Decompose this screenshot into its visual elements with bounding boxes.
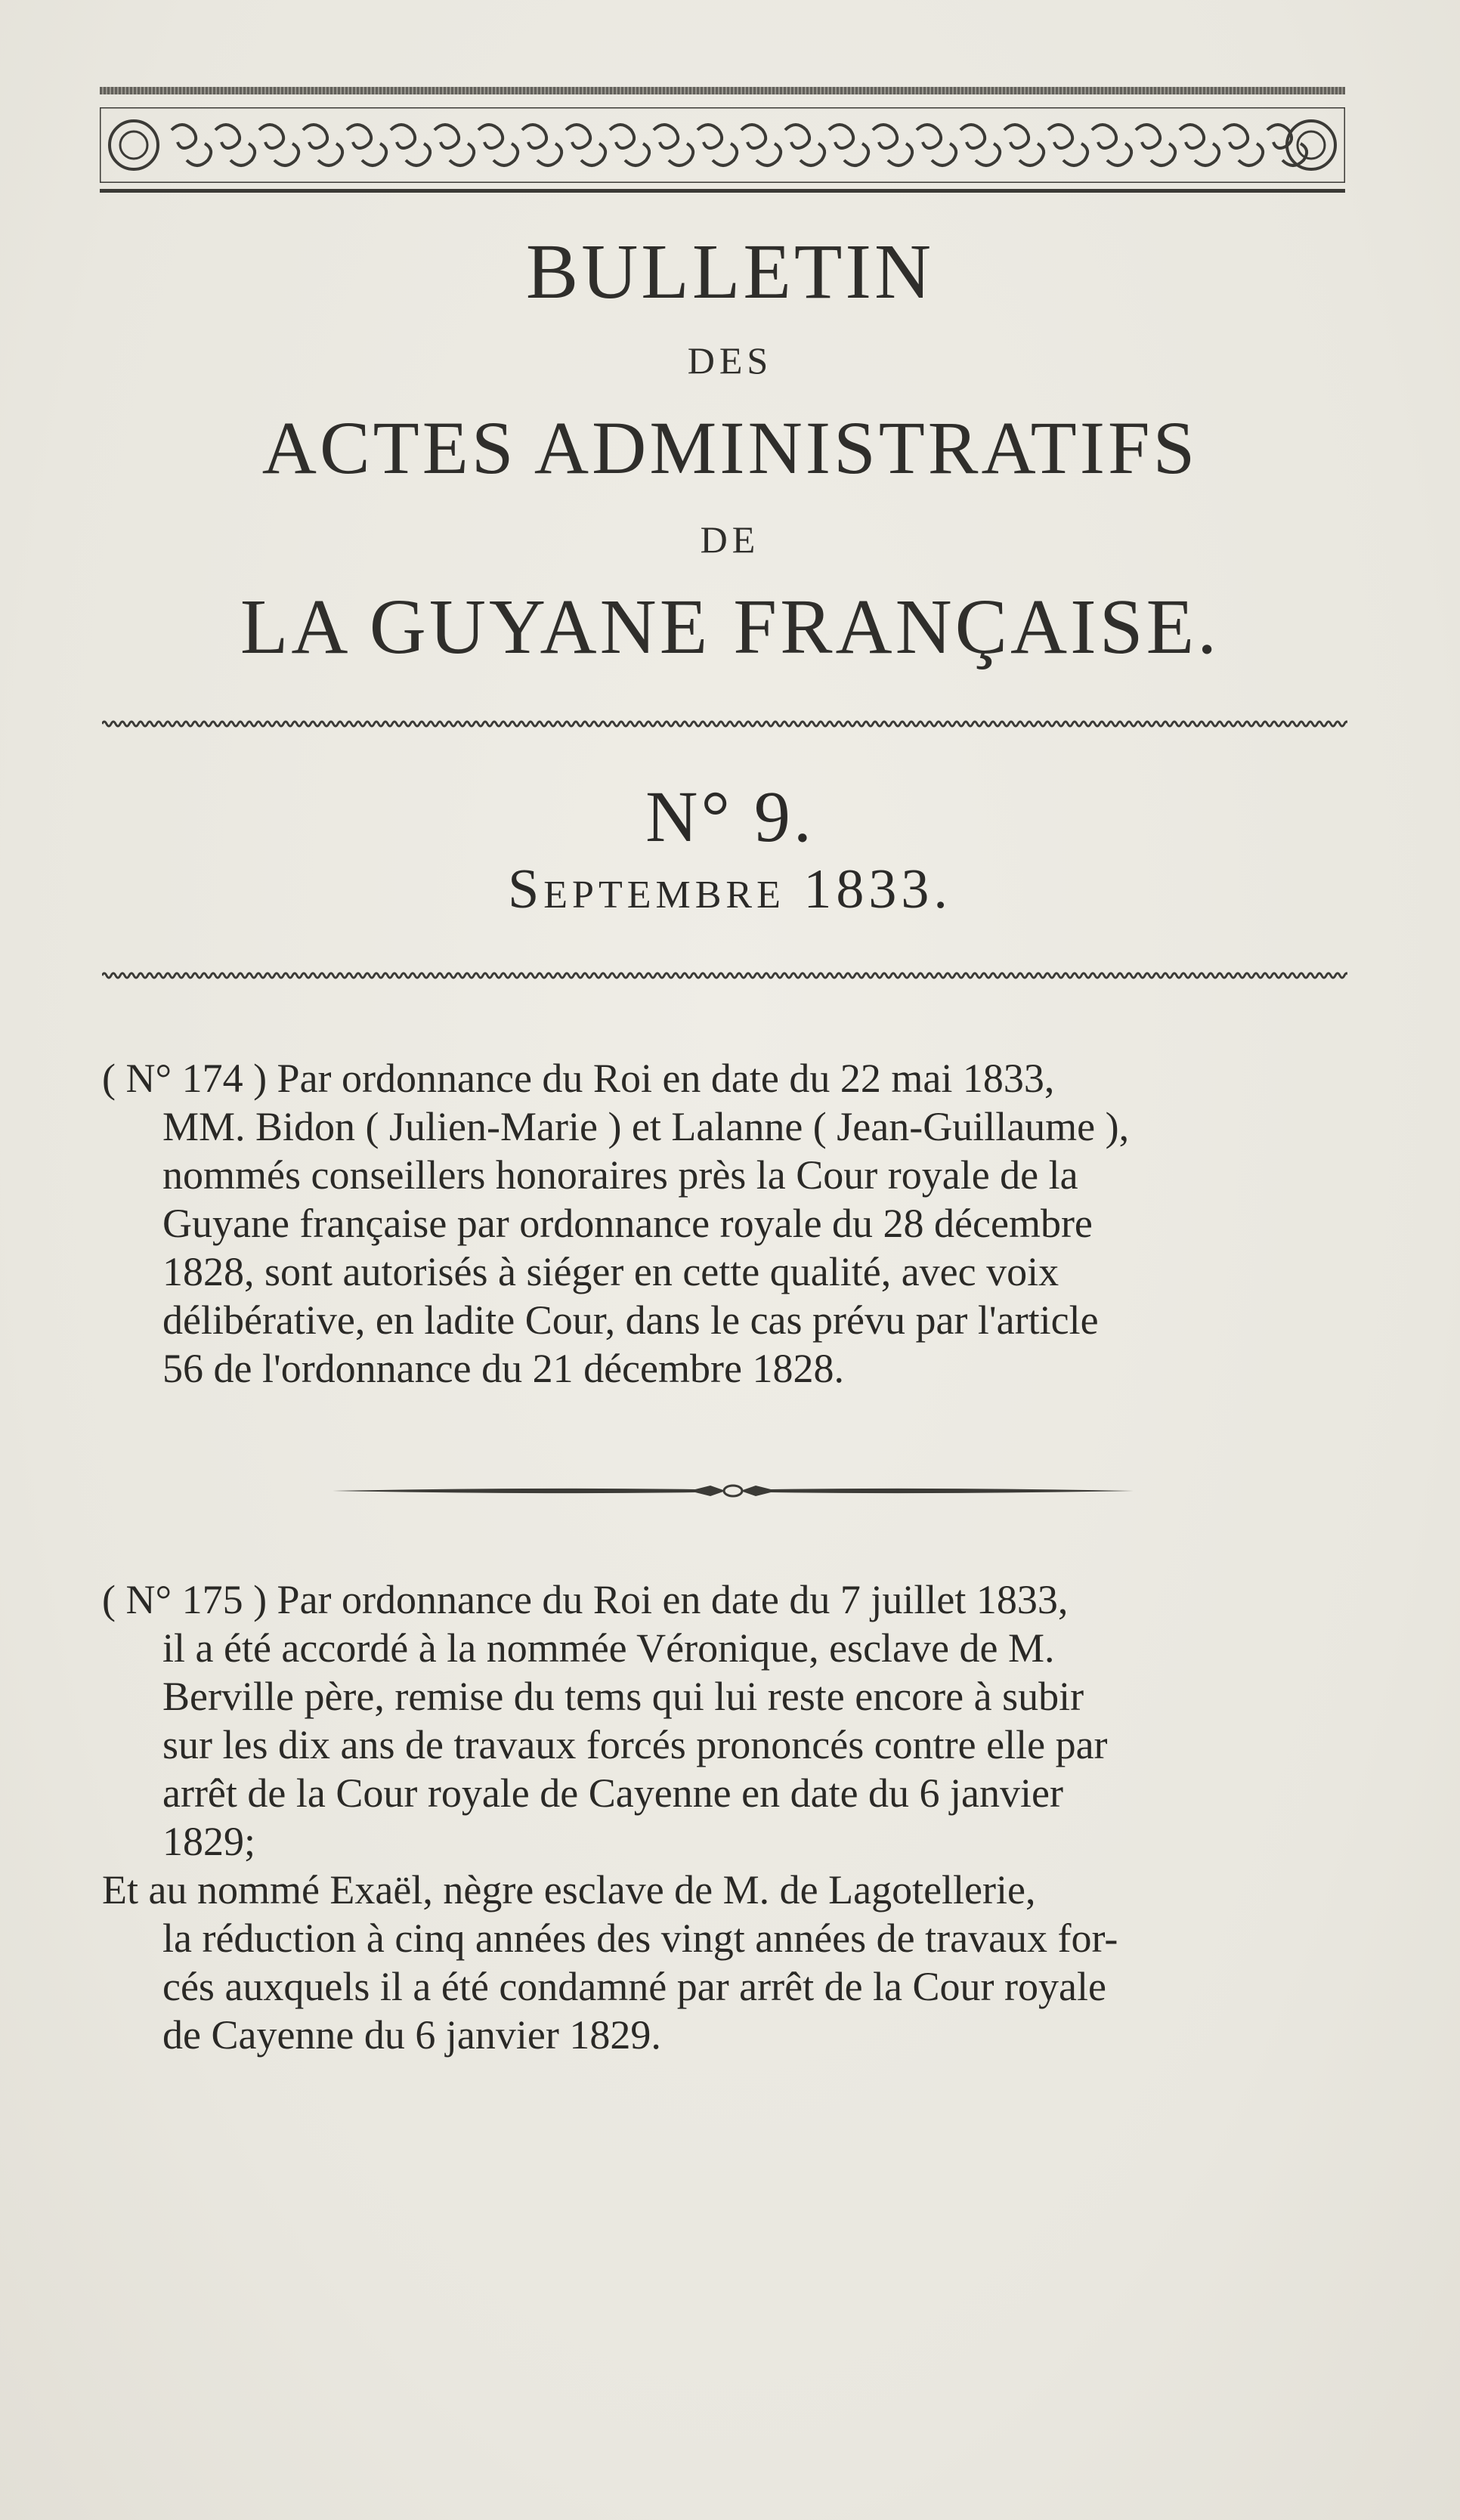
title-actes-administratifs: ACTES ADMINISTRATIFS <box>261 406 1199 490</box>
title-de: DE <box>700 518 760 561</box>
title-guyane-francaise: LA GUYANE FRANÇAISE. <box>240 583 1220 670</box>
act-line: Guyane française par ordonnance royale du 28 décembre <box>162 1201 1093 1246</box>
wavy-rule-bottom <box>102 969 1347 982</box>
wavy-rule-top <box>102 718 1347 730</box>
act-line: 56 de l'ordonnance du 21 décembre 1828. <box>162 1346 844 1391</box>
act-line: ( N° 175 ) Par ordonnance du Roi en date du 7 juillet 1833, <box>102 1577 1069 1622</box>
act-174 <box>102 1054 1349 1393</box>
act-line: sur les dix ans de travaux forcés prononcés contre elle par <box>162 1722 1108 1767</box>
act-line: cés auxquels il a été condamné par arrêt de la Cour royale <box>162 1964 1106 2009</box>
title-bulletin: BULLETIN <box>525 228 935 315</box>
act-175 <box>102 1575 1349 2059</box>
header-bottom-rule <box>100 189 1345 193</box>
act-line: nommés conseillers honoraires près la Cour royale de la <box>162 1152 1078 1198</box>
act-line: MM. Bidon ( Julien-Marie ) et Lalanne ( Jean-Guillaume ), <box>162 1104 1130 1149</box>
issue-number: N° 9. <box>645 776 815 857</box>
act-line: de Cayenne du 6 janvier 1829. <box>162 2012 661 2058</box>
act-line: Berville père, remise du tems qui lui reste encore à subir <box>162 1674 1084 1719</box>
header-ornament-band <box>100 107 1345 183</box>
separator-rule <box>333 1481 1134 1501</box>
act-line: la réduction à cinq années des vingt années de travaux for- <box>162 1916 1118 1961</box>
title-des: DES <box>687 339 773 382</box>
act-line: 1828, sont autorisés à siéger en cette qualité, avec voix <box>162 1249 1059 1294</box>
act-line: Et au nommé Exaël, nègre esclave de M. de Lagotellerie, <box>102 1867 1036 1912</box>
act-line: délibérative, en ladite Cour, dans le cas prévu par l'article <box>162 1297 1099 1343</box>
act-line: arrêt de la Cour royale de Cayenne en date du 6 janvier <box>162 1770 1063 1816</box>
issue-date: Septembre 1833. <box>508 858 952 920</box>
header-top-rule <box>100 87 1345 94</box>
act-line: il a été accordé à la nommée Véronique, esclave de M. <box>162 1625 1055 1671</box>
act-line: 1829; <box>162 1819 256 1864</box>
act-line: ( N° 174 ) Par ordonnance du Roi en date du 22 mai 1833, <box>102 1056 1055 1101</box>
